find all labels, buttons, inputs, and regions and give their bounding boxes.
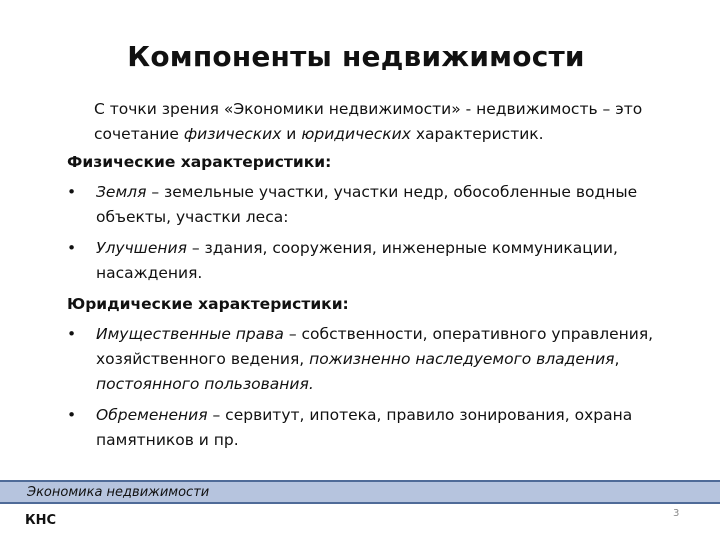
intro-italic-legal: юридических: [301, 125, 411, 143]
list-item-encumbrances: [67, 403, 692, 453]
text-property-rights: – собственности, оперативного управления, хозяйственного ведения,: [96, 325, 654, 368]
list-item-land: [67, 180, 692, 230]
term-lifetime-possession: пожизненно наследуемого владения: [309, 350, 615, 368]
intro-tail: характеристик.: [410, 125, 544, 143]
bullet-marker: •: [67, 406, 77, 424]
list-item-improvements: [67, 236, 692, 286]
text-land: – земельные участки, участки недр, обособленные водные объекты, участки леса:: [96, 183, 638, 226]
bullet-marker: •: [67, 239, 77, 257]
slide-content: [67, 97, 692, 459]
page-number: 3: [673, 508, 680, 519]
text-improvements: – здания, сооружения, инженерные коммуникации, насаждения.: [96, 239, 618, 282]
list-item-property-rights: [67, 322, 692, 397]
footer-band: [0, 480, 720, 504]
legal-heading: Юридические характеристики:: [67, 295, 349, 313]
intro-italic-physical: физических: [183, 125, 282, 143]
term-encumbrances: Обременения: [96, 406, 208, 424]
bullet-marker: •: [67, 325, 77, 343]
footer-author: КНС: [25, 513, 57, 528]
footer-course-title: Экономика недвижимости: [27, 485, 210, 500]
intro-middle: и: [281, 125, 302, 143]
term-property-rights: Имущественные права: [96, 325, 284, 343]
physical-heading: Физические характеристики:: [67, 153, 332, 171]
intro-paragraph: [67, 97, 692, 147]
intro-lead: С точки зрения «Экономики недвижимости» - недвижимость – это сочетание: [94, 100, 643, 143]
text-separator: ,: [614, 350, 620, 368]
slide-title: Компоненты недвижимости: [127, 40, 585, 73]
bullet-marker: •: [67, 183, 77, 201]
term-land: Земля: [96, 183, 147, 201]
term-permanent-use: постоянного пользования.: [96, 375, 314, 393]
text-encumbrances: – сервитут, ипотека, правило зонирования, охрана памятников и пр.: [96, 406, 633, 449]
term-improvements: Улучшения: [96, 239, 187, 257]
